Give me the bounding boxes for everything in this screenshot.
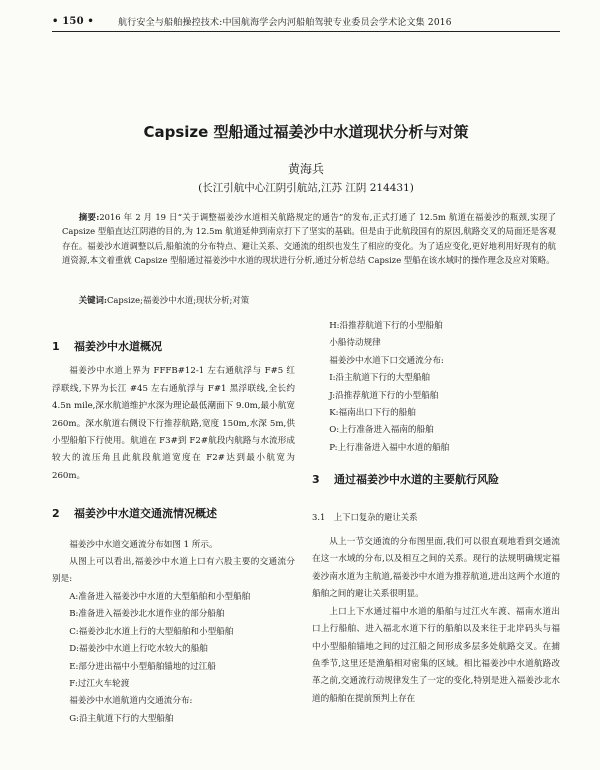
paragraph: 福姜沙中水道上界为 FFFB#12-1 左右通航浮与 F#5 红浮联线,下界为长江 #45 左右通航浮与 F#1 黑浮联线,全长约 4.5n mile,深水航道维护水深为理论最低潮面下 9.0m,最小航宽 260m。深水航道右侧设下行推荐航路,宽度 150m,水深 5m,供小型船舶下行使用。航道在 F3#到 F2#航段内航路与水流形成较大的流压角且此航段航道宽度在 F2#达到最小航宽为 260m。 xyxy=(52,366,295,481)
list-item: K:福南出口下行的船舶 xyxy=(329,408,416,419)
keywords-text: Capsize;福姜沙中水道;现状分析;对策 xyxy=(107,295,250,305)
section-title: 福姜沙中水道交通流情况概述 xyxy=(74,507,217,521)
section-heading xyxy=(312,471,560,488)
list-item: B:准备进入福姜沙北水道作业的部分船舶 xyxy=(69,609,225,620)
list-item: P:上行准备进入福中水道的船舶 xyxy=(329,442,450,453)
page-number: • 150 • xyxy=(52,15,95,27)
list-item: D:福姜沙中水道上行吃水较大的船舶 xyxy=(69,644,208,655)
running-header xyxy=(52,12,560,30)
list-item: F:过江火车轮渡 xyxy=(69,678,130,689)
list-item: J:沿推荐航道下行的小型船舶 xyxy=(329,390,439,401)
keywords-label: 关键词: xyxy=(78,295,108,305)
abstract-text: 2016 年 2 月 19 日“关于调整福姜沙水道相关航路规定的通告”的发布,正式打通了 12.5m 航道在福姜沙的瓶颈,实现了 Capsize 型船直达江阴港的目的,为 12.5m 航道延伸到南京打下了坚实的基础。但是由于此航段国有的原因,航路交叉的局面还是客观存在。福姜沙水道调整以后,船舶流的分布特点、避让关系、交通流的组织也发生了相应的变化。为了适应变化,更好地利用好现有的航道资源,本文着重就 Capsize 型船通过福姜沙中水道的现状进行分析,通过分析总结 Capsize 型船在该水域时的操作理念及应对策略。 xyxy=(62,212,556,266)
list-item: G:沿主航道下行的大型船舶 xyxy=(69,713,174,724)
abstract-label: 摘要: xyxy=(78,212,100,222)
article-title: Capsize 型船通过福姜沙中水道现状分析与对策 xyxy=(143,123,469,141)
paragraph: 从上一节交通流的分布图里面,我们可以很直观地看到交通流在这一水域的分布,以及相互之间的关系。现行的法规明确规定福姜沙南水道为主航道,福姜沙中水道为推荐航道,进出这两个水道的船舶之间的避让关系很明显。 xyxy=(312,537,560,600)
author-affiliation: (长江引航中心江阴引航站,江苏 江阴 214431) xyxy=(198,182,414,194)
list-item: O:上行准备进入福南的船舶 xyxy=(329,425,434,436)
section-number: 2 xyxy=(52,507,60,521)
right-column xyxy=(312,318,560,708)
section-number: 3 xyxy=(312,473,320,487)
section-heading xyxy=(52,338,295,355)
paragraph: 福姜沙中水道下口交通流分布: xyxy=(329,355,444,366)
list-item: 小船待动规律 xyxy=(329,338,381,349)
section-title: 福姜沙中水道概况 xyxy=(74,340,162,353)
list-item: I:沿主航道下行的大型船舶 xyxy=(329,373,431,384)
left-column xyxy=(52,318,295,728)
keywords xyxy=(62,293,556,307)
section-number: 1 xyxy=(52,340,60,353)
author-name: 黄海兵 xyxy=(287,162,324,176)
list-item: A:准备进入福姜沙中水道的大型船舶和小型船舶 xyxy=(69,591,251,602)
paragraph: 上口上下水通过福中水道的船舶与过江火车渡、福南水道出口上行船舶、进入福北水道下行的船舶以及来往于北岸码头与福中小型船舶锚地之间的过江船之间形成多层多处航路交叉。在捕鱼季节,这里还是渔船相对密集的区域。相比福姜沙中水道航路改革之前,交通流行动规律发生了一定的变化,特别是进入福姜沙北水道的船舶在提前预判上存在 xyxy=(312,606,560,704)
list-item: E:部分进出福中小型船舶锚地的过江船 xyxy=(69,661,216,672)
subsection-heading: 3.1 上下口复杂的避让关系 xyxy=(312,511,418,522)
paragraph: 从图上可以看出,福姜沙中水道上口有六股主要的交通流分别是: xyxy=(52,557,295,585)
paragraph: 福姜沙中水道航道内交通流分布: xyxy=(69,696,193,707)
section-heading xyxy=(52,505,295,522)
list-item: C:福姜沙北水道上行的大型船舶和小型船舶 xyxy=(69,626,234,637)
paragraph: 福姜沙中水道交通流分布如图 1 所示。 xyxy=(69,539,218,550)
header-rule xyxy=(52,31,560,32)
abstract xyxy=(62,210,556,268)
list-item: H:沿推荐航道下行的小型船舶 xyxy=(329,321,443,331)
section-title: 通过福姜沙中水道的主要航行风险 xyxy=(334,473,499,487)
journal-title: 航行安全与船舶操控技术:中国航海学会内河船舶驾驶专业委员会学术论文集 2016 xyxy=(118,17,452,28)
